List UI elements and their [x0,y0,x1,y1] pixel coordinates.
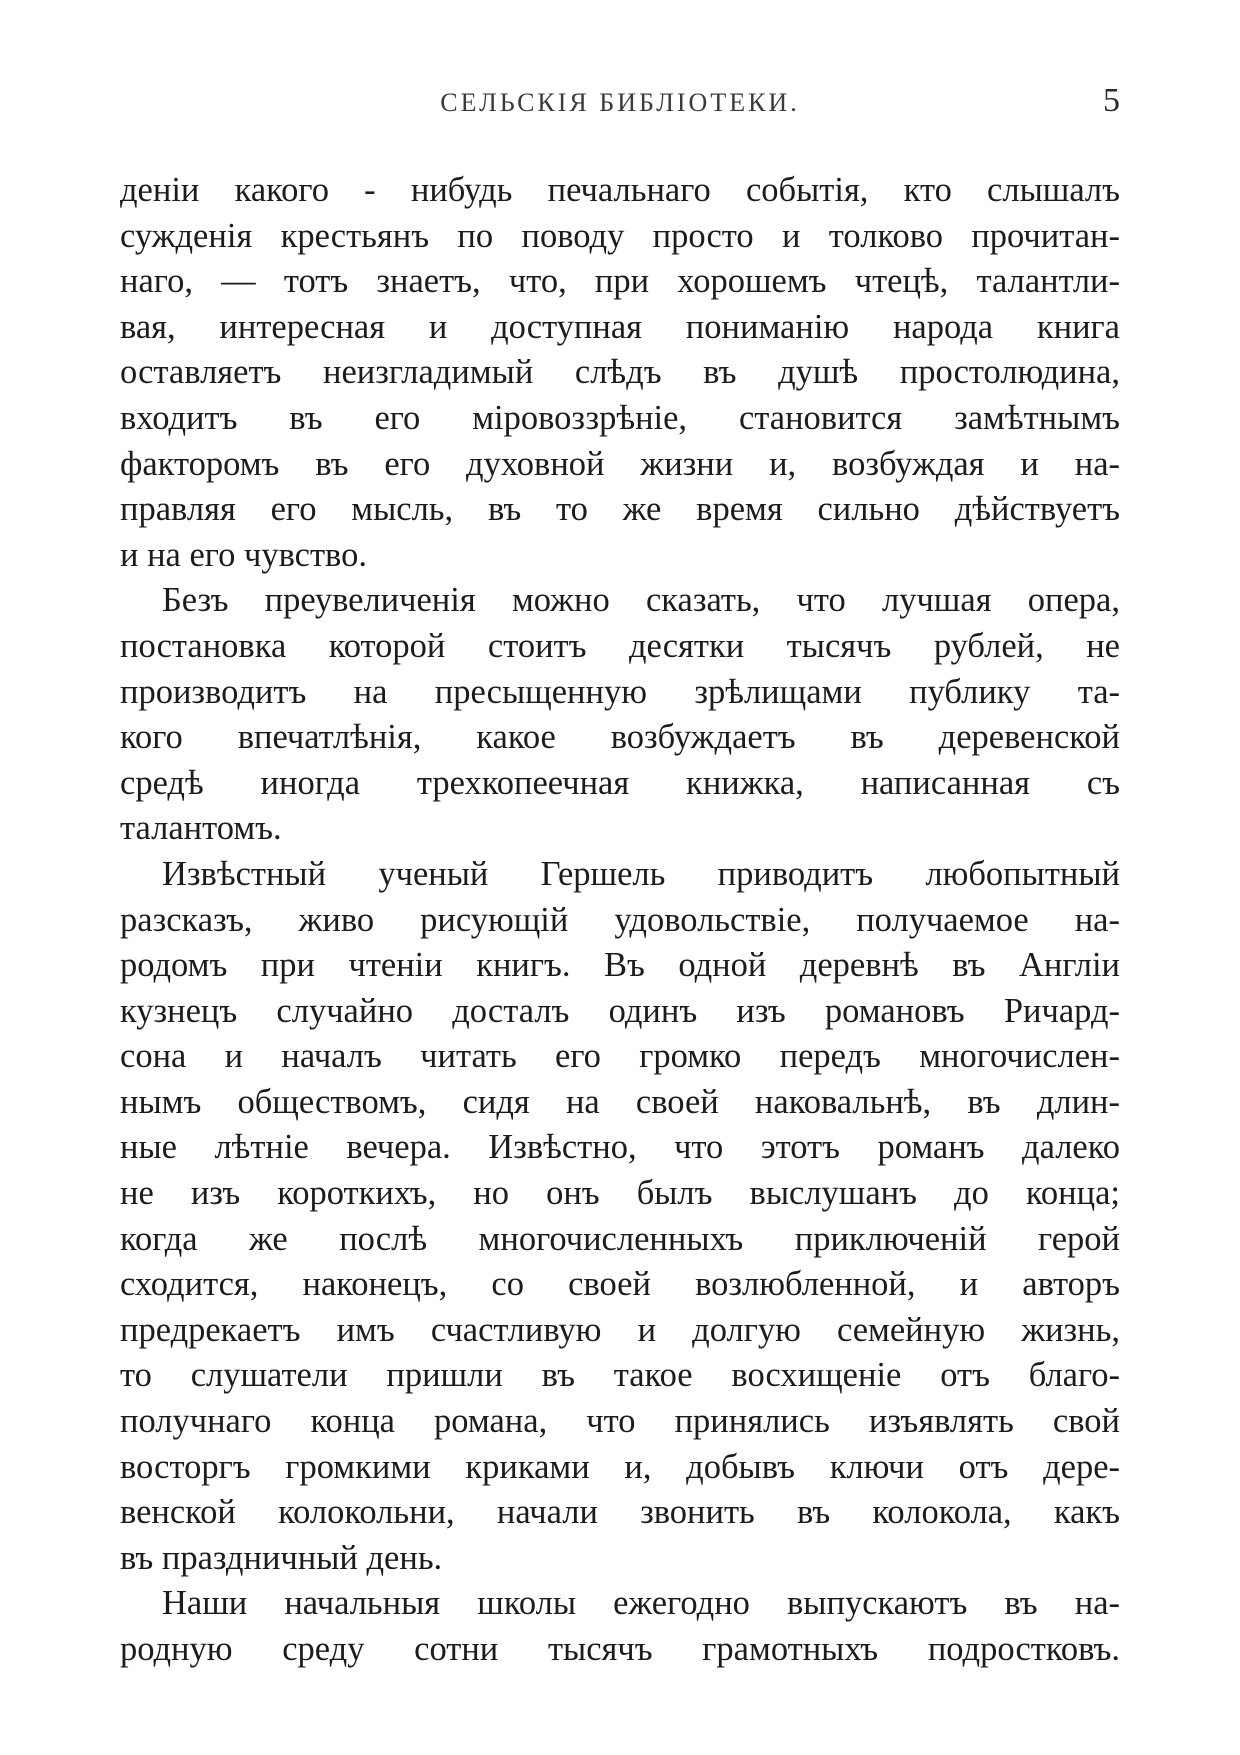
text-line: сходится, наконецъ, со своей возлюбленной, и авторъ [120,1265,1120,1304]
text-line: средѣ иногда трехкопеечная книжка, написанная съ [120,763,1120,802]
text-line: въ праздничный день. [120,1538,443,1577]
text-line: Безъ преувеличенія можно сказать, что лучшая опера, [162,581,1120,620]
text-line: когда же послѣ многочисленныхъ приключеній герой [120,1219,1120,1258]
body-text [120,168,1120,1673]
text-line: нымъ обществомъ, сидя на своей наковальнѣ, въ длин- [120,1082,1120,1121]
running-title: СЕЛЬСКІЯ БИБЛІОТЕКИ. [440,88,800,117]
text-line: Извѣстный ученый Гершель приводитъ любопытный [162,854,1120,893]
text-line: родомъ при чтеніи книгъ. Въ одной деревнѣ въ Англіи [120,946,1120,985]
text-line: венской колокольни, начали звонить въ колокола, какъ [120,1493,1120,1532]
text-line: предрекаетъ имъ счастливую и долгую семейную жизнь, [120,1310,1120,1349]
text-line: кузнецъ случайно досталъ одинъ изъ романовъ Ричард- [120,991,1120,1030]
text-line: восторгъ громкими криками и, добывъ ключи отъ дере- [120,1447,1120,1486]
text-line: получнаго конца романа, что принялись изъявлять свой [120,1402,1120,1441]
text-line: сужденія крестьянъ по поводу просто и толково прочитан- [120,216,1120,255]
text-line: сона и началъ читать его громко передъ многочислен- [120,1037,1120,1076]
text-line: вая, интересная и доступная пониманію народа книга [120,307,1120,346]
page-number: 5 [1103,82,1120,119]
text-line: оставляетъ неизгладимый слѣдъ въ душѣ простолюдина, [120,353,1120,392]
text-line: то слушатели пришли въ такое восхищеніе отъ благо- [120,1356,1120,1395]
text-line: кого впечатлѣнія, какое возбуждаетъ въ деревенской [120,718,1120,757]
text-line: не изъ короткихъ, но онъ былъ выслушанъ до конца; [120,1174,1120,1213]
text-line: талантомъ. [120,809,282,848]
paragraph-2 [120,578,1120,852]
text-line: факторомъ въ его духовной жизни и, возбуждая и на- [120,444,1120,483]
text-line: производитъ на пресыщенную зрѣлищами публику та- [120,672,1120,711]
text-line: постановка которой стоитъ десятки тысячъ рублей, не [120,626,1120,665]
paragraph-3 [120,852,1120,1582]
text-line: разсказъ, живо рисующій удовольствіе, получаемое на- [120,900,1120,939]
text-line: правляя его мысль, въ то же время сильно дѣйствуетъ [120,490,1120,529]
text-line: родную среду сотни тысячъ грамотныхъ подростковъ. [120,1630,1120,1668]
paragraph-4 [120,1581,1120,1672]
text-line: наго, — тотъ знаетъ, что, при хорошемъ чтецѣ, талантли- [120,262,1120,301]
text-line: ные лѣтніе вечера. Извѣстно, что этотъ романъ далеко [120,1128,1120,1167]
paragraph-1 [120,168,1120,578]
text-line: деніи какого - нибудь печальнаго событія, кто слышалъ [120,171,1120,209]
running-head [120,82,1120,128]
text-line: и на его чувство. [120,535,367,574]
text-line: Наши начальныя школы ежегодно выпускаютъ въ на- [162,1584,1120,1623]
text-line: входитъ въ его міровоззрѣніе, становится замѣтнымъ [120,398,1120,437]
